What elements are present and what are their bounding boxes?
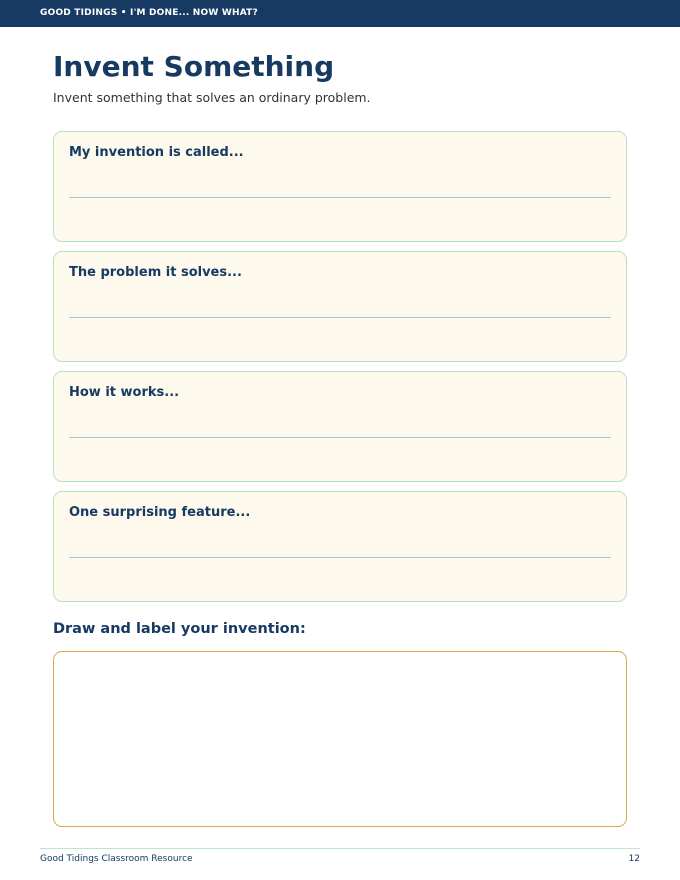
page-subtitle: Invent something that solves an ordinary problem. xyxy=(53,90,371,105)
footer-divider xyxy=(40,848,640,849)
prompt-label: The problem it solves... xyxy=(69,265,242,280)
drawing-area[interactable] xyxy=(53,651,627,827)
page-number: 12 xyxy=(628,854,640,864)
writing-line[interactable] xyxy=(69,437,611,438)
prompt-label: How it works... xyxy=(69,385,180,400)
writing-line[interactable] xyxy=(69,557,611,558)
footer-resource-label: Good Tidings Classroom Resource xyxy=(40,854,193,864)
writing-line[interactable] xyxy=(69,197,611,198)
prompt-card-invention-name xyxy=(53,131,627,242)
top-banner: GOOD TIDINGS • I'M DONE... NOW WHAT? xyxy=(0,0,680,27)
prompt-card-surprising-feature xyxy=(53,491,627,602)
prompt-card-how-it-works xyxy=(53,371,627,482)
prompt-label: My invention is called... xyxy=(69,145,244,160)
draw-heading: Draw and label your invention: xyxy=(53,621,306,637)
page-title: Invent Something xyxy=(53,50,335,83)
prompt-card-problem xyxy=(53,251,627,362)
writing-line[interactable] xyxy=(69,317,611,318)
prompt-label: One surprising feature... xyxy=(69,505,251,520)
